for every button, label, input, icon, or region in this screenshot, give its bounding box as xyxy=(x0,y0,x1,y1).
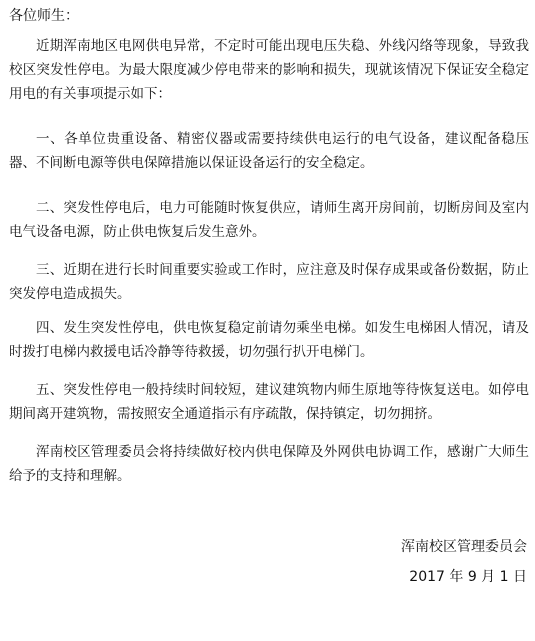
date: 2017 年 9 月 1 日 xyxy=(409,569,527,585)
item-2-paragraph: 二、突发性停电后，电力可能随时恢复供应，请师生离开房间前，切断房间及室内电气设备电源，防止供电恢复后发生意外。 xyxy=(9,200,529,240)
item-4-paragraph: 四、发生突发性停电，供电恢复稳定前请勿乘坐电梯。如发生电梯困人情况，请及时拨打电梯内救援电话冷静等待救援，切勿强行扒开电梯门。 xyxy=(9,320,529,360)
signer: 浑南校区管理委员会 xyxy=(401,539,527,555)
item-3-paragraph: 三、近期在进行长时间重要实验或工作时，应注意及时保存成果或备份数据，防止突发停电造成损失。 xyxy=(9,262,529,302)
intro-paragraph: 近期浑南地区电网供电异常，不定时可能出现电压失稳、外线闪络等现象，导致我校区突发性停电。为最大限度减少停电带来的影响和损失，现就该情况下保证安全稳定用电的有关事项提示如下： xyxy=(9,38,529,102)
item-1-paragraph: 一、各单位贵重设备、精密仪器或需要持续供电运行的电气设备，建议配备稳压器、不间断电源等供电保障措施以保证设备运行的安全稳定。 xyxy=(9,131,529,171)
greeting: 各位师生： xyxy=(9,8,79,24)
closing-paragraph: 浑南校区管理委员会将持续做好校内供电保障及外网供电协调工作，感谢广大师生给予的支持和理解。 xyxy=(9,444,529,484)
item-5-paragraph: 五、突发性停电一般持续时间较短，建议建筑物内师生原地等待恢复送电。如停电期间离开建筑物，需按照安全通道指示有序疏散，保持镇定，切勿拥挤。 xyxy=(9,382,529,422)
